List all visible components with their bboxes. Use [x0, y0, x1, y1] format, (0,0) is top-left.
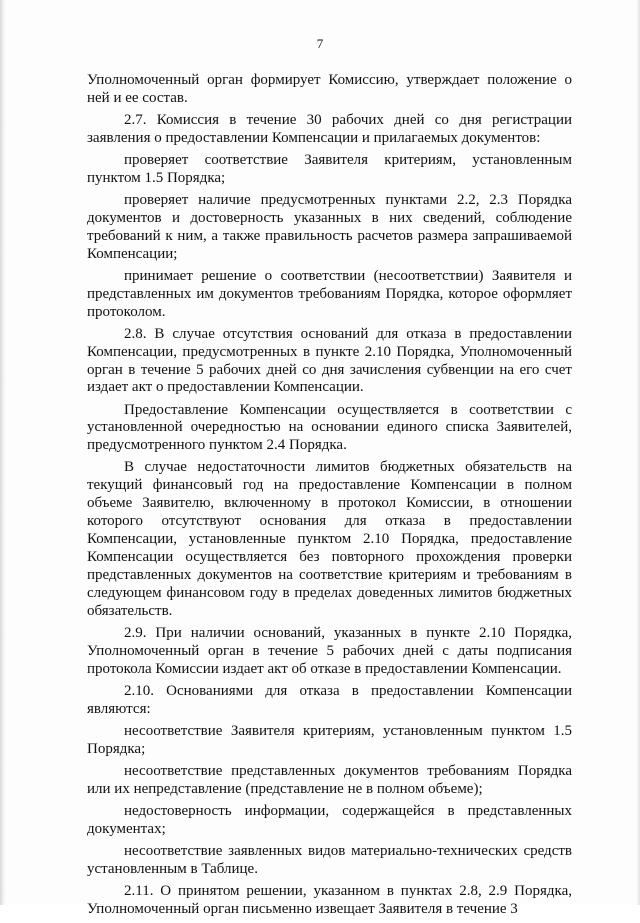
paragraph-2-8: 2.8. В случае отсутствия оснований для отказа в предоставлении Компенсации, предусмотренных в пункте 2.10 Порядка, Уполномоченный орган в течение 5 рабочих дней со дня зачисления субвенции на его счет издает акт о предоставлении Компенсации. [87, 325, 572, 396]
paragraph-decision-protocol: принимает решение о соответствии (несоответствии) Заявителя и представленных им документов требованиям Порядка, которое оформляет протоколом. [87, 267, 572, 320]
paragraph-2-10: 2.10. Основаниями для отказа в предоставлении Компенсации являются: [87, 682, 572, 717]
scan-edge-left [0, 0, 6, 905]
paragraph-2-9: 2.9. При наличии оснований, указанных в пункте 2.10 Порядка, Уполномоченный орган в течение 5 рабочих дней с даты подписания протокола Комиссии издает акт об отказе в предоставлении Компенсации. [87, 624, 572, 677]
paragraph-refusal-table-mismatch: несоответствие заявленных видов материально-технических средств установленным в Таблице. [87, 842, 572, 877]
paragraph-refusal-documents: несоответствие представленных документов требованиям Порядка или их непредставление (представление не в полном объеме); [87, 762, 572, 797]
scan-edge-right [636, 0, 640, 905]
paragraph-refusal-criteria: несоответствие Заявителя критериям, установленным пунктом 1.5 Порядка; [87, 722, 572, 757]
paragraph-check-documents: проверяет наличие предусмотренных пунктами 2.2, 2.3 Порядка документов и достоверность указанных в них сведений, соблюдение требований к ним, а также правильность расчетов размера запрашиваемой Компенсации; [87, 192, 572, 262]
body-text [87, 72, 572, 923]
page-number: 7 [316, 36, 324, 51]
paragraph-queue-order: Предоставление Компенсации осуществляется в соответствии с установленной очередностью на основании единого списка Заявителей, предусмотренного пунктом 2.4 Порядка. [87, 401, 572, 454]
paragraph-check-criteria: проверяет соответствие Заявителя критериям, установленным пунктом 1.5 Порядка; [87, 152, 572, 186]
paragraph-2-11: 2.11. О принятом решении, указанном в пунктах 2.8, 2.9 Порядка, Уполномоченный орган письменно извещает Заявителя в течение 3 [87, 882, 572, 917]
paragraph-2-7: 2.7. Комиссия в течение 30 рабочих дней со дня регистрации заявления о предоставлении Компенсации и прилагаемых документов: [87, 112, 572, 146]
paragraph-commission-formation: Уполномоченный орган формирует Комиссию, утверждает положение о ней и ее состав. [87, 72, 572, 106]
paragraph-refusal-unreliable: недостоверность информации, содержащейся в представленных документах; [87, 802, 572, 837]
paragraph-limits-shortage: В случае недостаточности лимитов бюджетных обязательств на текущий финансовый год на предоставление Компенсации в полном объеме Заявителю, включенному в протокол Комиссии, в отношении которого отсутствуют основания для отказа в предоставлении Компенсации, установленные пунктом 2.10 Порядка, предоставление Компенсации осуществляется без повторного прохождения проверки представленных документов на соответствие критериям и требованиям в следующем финансовом году в пределах доведенных лимитов бюджетных обязательств. [87, 459, 572, 619]
